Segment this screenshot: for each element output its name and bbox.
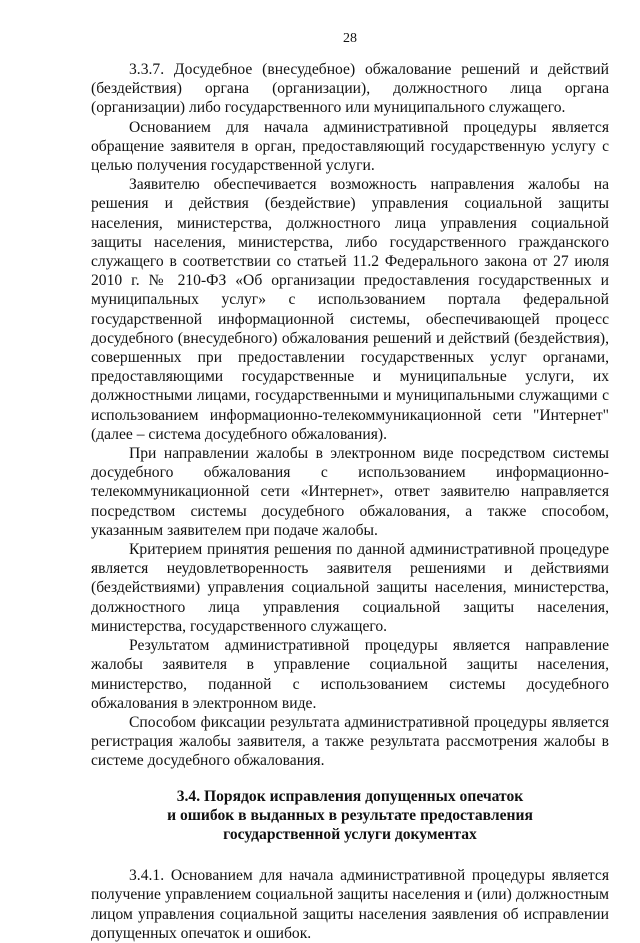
heading-line: и ошибок в выданных в результате предоставления [167, 806, 533, 824]
paragraph-result: Результатом административной процедуры является направление жалобы заявителя в управление социальной защиты населения, министерство, поданной с использованием системы досудебного обжалования в электронном виде. [91, 637, 609, 712]
paragraph-electronic-complaint: При направлении жалобы в электронном виде посредством системы досудебного обжалования с использованием информационно-телекоммуникационной сети «Интернет», ответ заявителю направляется посредством системы досудебного обжалования, а также способом, указанным заявителем при подаче жалобы. [91, 445, 609, 539]
heading-line: 3.4. Порядок исправления допущенных опечаток [176, 787, 524, 805]
paragraph-3-3-7: 3.3.7. Досудебное (внесудебное) обжалование решений и действий (бездействия) органа (организации), должностного лица органа (организации) либо государственного или муниципального служащего. [91, 61, 609, 117]
paragraph-complaint-possibility: Заявителю обеспечивается возможность направления жалобы на решения и действия (бездействие) управления социальной защиты населения, министерства, должностного лица управления социальной защиты населения, министерства, либо государственного гражданского служащего в соответствии со статьей 11.2 Федерального закона от 27 июля 2010 г. № 210-ФЗ «Об организации предоставления государственных и муниципальных услуг» с использованием портала федеральной государственной информационной системы, обеспечивающей процесс досудебного (внесудебного) обжалования решений и действий (бездействия), совершенных при предоставлении государственных услуг органами, предоставляющими государственные и муниципальные услуги, их должностными лицами, государственными и муниципальными служащими с использованием информационно-телекоммуникационной сети "Интернет" (далее – система досудебного обжалования). [91, 176, 609, 443]
heading-line: государственной услуги документах [223, 825, 477, 843]
paragraph-fixation: Способом фиксации результата административной процедуры является регистрация жалобы заявителя, а также результата рассмотрения жалобы в системе досудебного обжалования. [91, 713, 609, 770]
page-number: 28 [343, 31, 357, 46]
section-heading-3-4 [91, 787, 609, 845]
paragraph-3-4-1: 3.4.1. Основанием для начала административной процедуры является получение управлением социальной защиты населения и (или) должностным лицом управления социальной защиты населения заявления об исправлении допущенных опечаток и ошибок. [91, 867, 609, 942]
paragraph-basis: Основанием для начала административной процедуры является обращение заявителя в орган, предоставляющий государственную услугу с целью получения государственной услуги. [91, 118, 609, 175]
paragraph-decision-criterion: Критерием принятия решения по данной административной процедуре является неудовлетворенность заявителя решениями и действиями (бездействиями) управления социальной защиты населения, министерства, должностного лица управления социальной защиты населения, министерства, государственного служащего. [91, 541, 609, 635]
